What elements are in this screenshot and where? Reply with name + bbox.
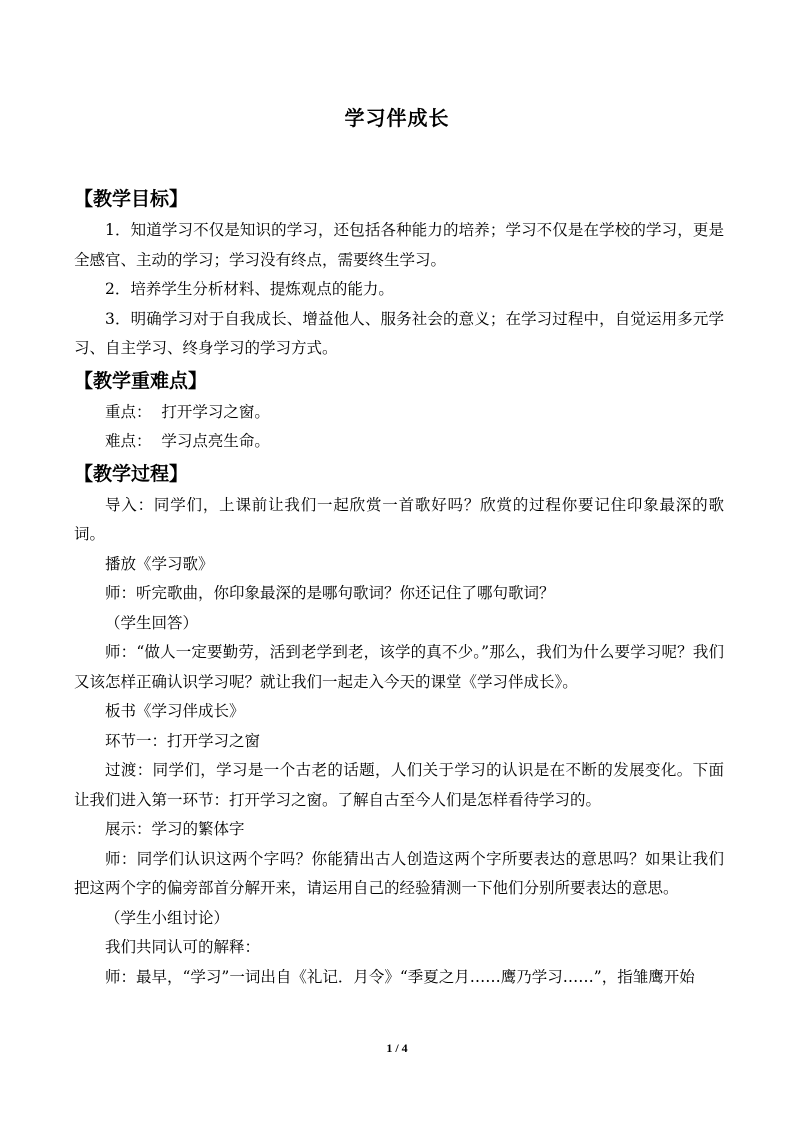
paragraph: （学生回答） xyxy=(105,613,199,632)
page-title: 学习伴成长 xyxy=(344,106,450,130)
paragraph: 3．明确学习对于自我成长、增益他人、服务社会的意义；在学习过程中，自觉运用多元学习、自主学习、终身学习的学习方式。 xyxy=(74,309,724,357)
paragraph: 展示：学习的繁体字 xyxy=(105,820,245,838)
section-heading-process: 【教学过程】 xyxy=(74,462,189,485)
section-heading-key-points: 【教学重难点】 xyxy=(74,369,208,392)
paragraph: （学生小组讨论） xyxy=(105,908,230,927)
paragraph: 2．培养学生分析材料、提炼观点的能力。 xyxy=(105,280,394,298)
paragraph: 我们共同认可的解释： xyxy=(105,938,261,956)
paragraph: 难点： 学习点亮生命。 xyxy=(105,432,270,450)
paragraph: 师：“做人一定要勤劳，活到老学到老，该学的真不少。”那么，我们为什么要学习呢？我们又该怎样正确认识学习呢？就让我们一起走入今天的课堂《学习伴成长》。 xyxy=(74,643,724,691)
paragraph: 环节一：打开学习之窗 xyxy=(105,731,261,750)
page-number: 1 / 4 xyxy=(386,1041,408,1055)
paragraph: 导入：同学们，上课前让我们一起欣赏一首歌好吗？欣赏的过程你要记住印象最深的歌词。 xyxy=(74,495,724,543)
paragraph: 师：同学们认识这两个字吗？你能猜出古人创造这两个字所要表达的意思吗？如果让我们把这两个字的偏旁部首分解开来，请运用自己的经验猜测一下他们分别所要表达的意思。 xyxy=(74,849,724,897)
section-heading-objectives: 【教学目标】 xyxy=(74,188,189,210)
paragraph: 师：听完歌曲，你印象最深的是哪句歌词？你还记住了哪句歌词？ xyxy=(105,584,555,602)
paragraph: 重点： 打开学习之窗。 xyxy=(105,402,270,421)
document-body xyxy=(74,182,724,992)
paragraph: 板书《学习伴成长》 xyxy=(105,702,245,720)
paragraph: 播放《学习歌》 xyxy=(105,554,214,573)
paragraph: 师：最早，“学习”一词出自《礼记．月令》“季夏之月……鹰乃学习……”，指雏鹰开始 xyxy=(105,967,695,986)
paragraph: 过渡：同学们，学习是一个古老的话题，人们关于学习的认识是在不断的发展变化。下面让我们进入第一环节：打开学习之窗。了解自古至今人们是怎样看待学习的。 xyxy=(74,761,724,809)
paragraph: 1．知道学习不仅是知识的学习，还包括各种能力的培养；学习不仅是在学校的学习，更是全感官、主动的学习；学习没有终点，需要终生学习。 xyxy=(74,221,724,269)
